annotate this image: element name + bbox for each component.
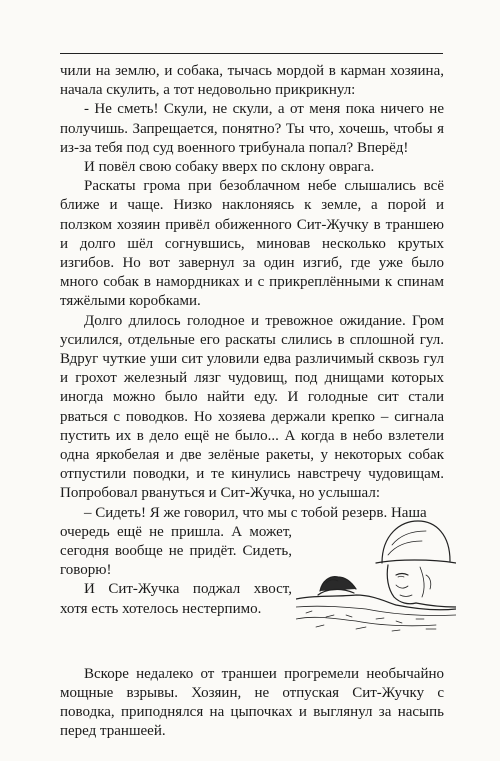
- body-text: [60, 62, 444, 742]
- paragraph: Долго длилось голодное и тревожное ожидание. Гром усилился, отдельные его раскаты слились в сплошной гул. Вдруг чуткие уши сит уловили едва различимый сквозь гул и грохот железный лязг чудовищ, под днищами которых иногда можно было найти еду. И голодные сит стали рваться с поводков. Но хозяева держали крепко – сигнала пустить их в дело ещё не было... А когда в небо взлетели одна яркобелая и две зелёные ракеты, у некоторых собак отпустили поводки, и те кинулись навстречу чудовищам. Попробовал рвануться и Сит-Жучка, но услышал:: [60, 312, 444, 502]
- paragraph: чили на землю, и собака, тычась мордой в карман хозяина, начала скулить, а тот недовольно прикрикнул:: [60, 63, 444, 99]
- paragraph: И повёл свою собаку вверх по склону оврага.: [84, 159, 375, 176]
- paragraph: Раскаты грома при безоблачном небе слышались всё ближе и чаще. Низко наклоняясь к земле, а порой и ползком хозяин привёл обиженного Сит-Жучку в траншею и долго шёл согнувшись, миновав несколько крутых изгибов. Но вот завернул за один изгиб, где уже было много собак в намордниках и с прикреплёнными к спинам тяжёлыми коробками.: [60, 178, 444, 310]
- header-rule: [60, 53, 443, 54]
- paragraph: - Не сметь! Скули, не скули, а от меня пока ничего не получишь. Запрещается, понятно? Ты что, хочешь, чтобы я из-за тебя под суд военного трибунала попал? Вперёд!: [60, 101, 444, 156]
- text-with-illustration: [60, 523, 444, 665]
- paragraph: Вскоре недалеко от траншеи прогремели необычайно мощные взрывы. Хозяин, не отпуская Сит-Жучку с поводка, приподнялся на цыпочках и выглянул за насыпь перед траншеей.: [60, 665, 444, 740]
- paragraph: – Сидеть! Я же говорил, что мы с тобой резерв. Наша: [84, 504, 427, 521]
- soldier-dog-illustration: [296, 515, 456, 639]
- paragraph: очередь ещё не пришла. А может, сегодня вообще не придёт. Сидеть, говорю!: [60, 523, 292, 579]
- paragraph: И Сит-Жучка поджал хвост, хотя есть хотелось нестерпимо.: [60, 581, 292, 617]
- wrapped-text-column: [60, 523, 292, 619]
